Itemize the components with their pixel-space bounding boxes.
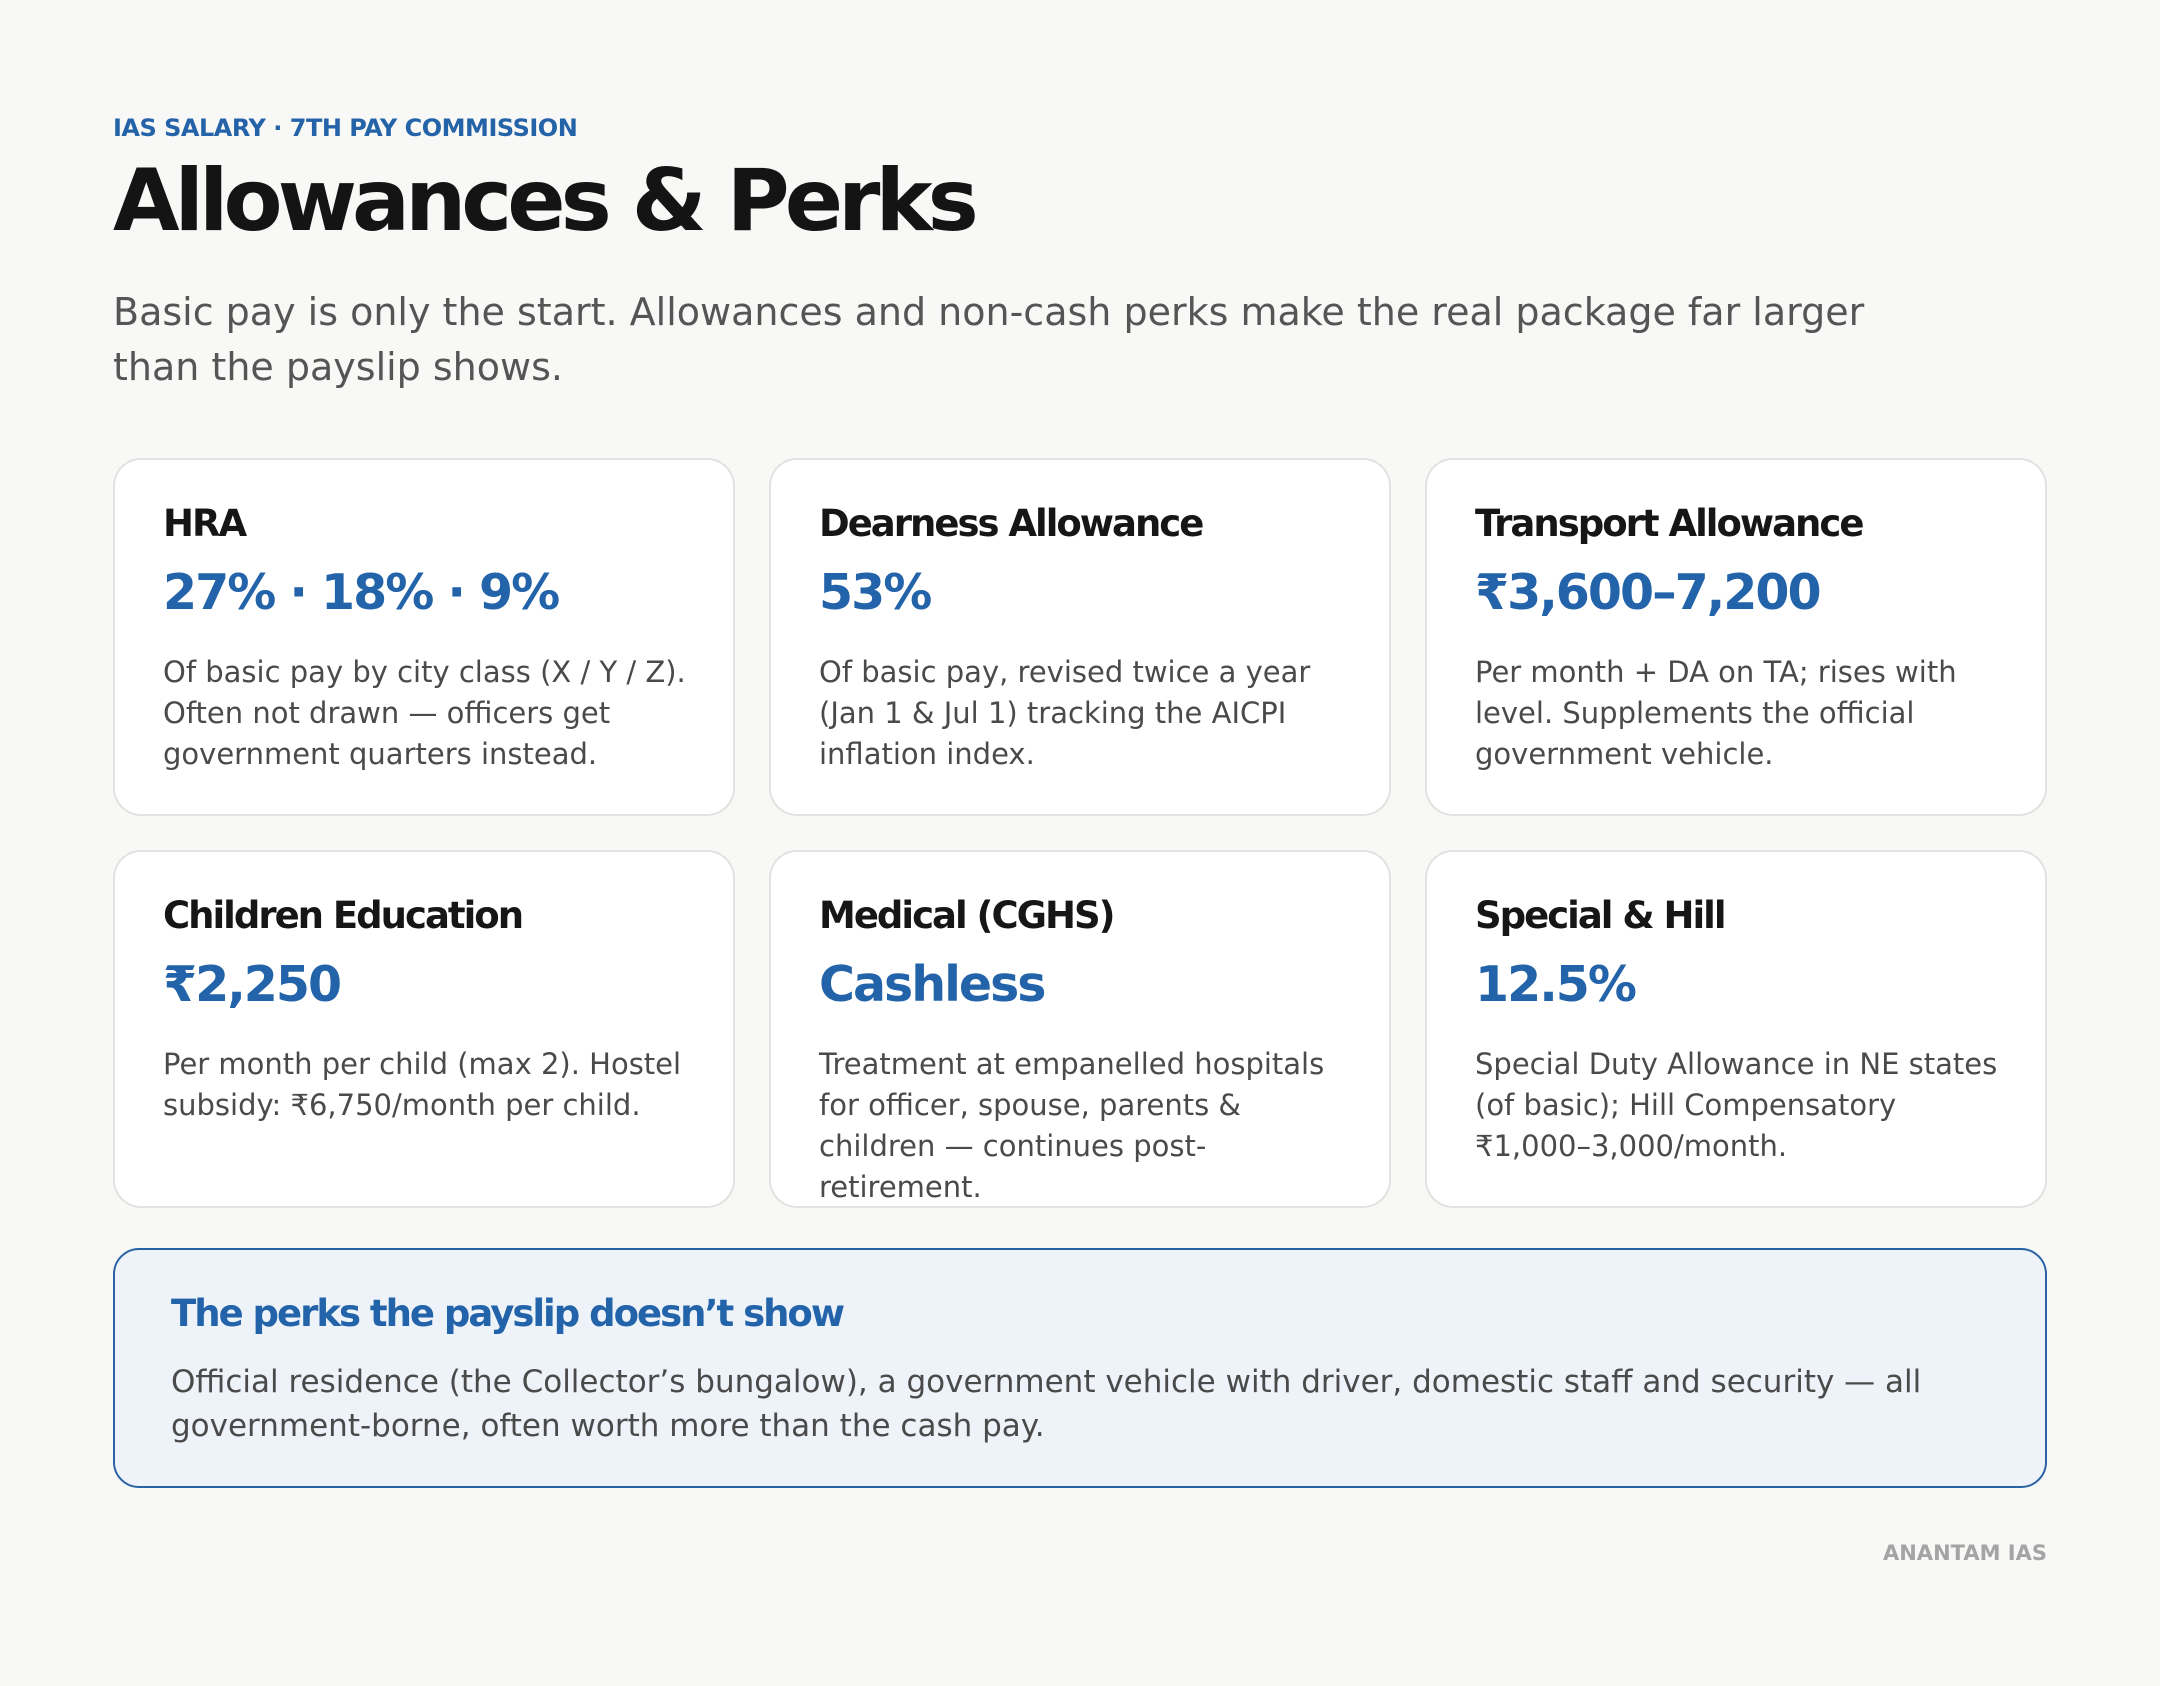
card-description: Per month per child (max 2). Hostel subsidy: ₹6,750/month per child. — [163, 1047, 682, 1122]
card-title: HRA — [163, 502, 246, 545]
allowance-card-medical — [769, 850, 1391, 1208]
card-value: 12.5% — [1475, 956, 1635, 1013]
card-title: Children Education — [163, 894, 523, 937]
page-title: Allowances & Perks — [113, 151, 974, 251]
card-value: 27% · 18% · 9% — [163, 564, 559, 621]
card-value: ₹3,600–7,200 — [1475, 564, 1820, 621]
hidden-perks-callout — [113, 1248, 2047, 1488]
allowances-grid — [113, 458, 2047, 1208]
allowance-card-dearness — [769, 458, 1391, 816]
card-value: Cashless — [819, 956, 1045, 1013]
card-description: Treatment at empanelled hospitals for officer, spouse, parents & children — continues post-retirement. — [819, 1047, 1325, 1204]
card-description: Of basic pay, revised twice a year (Jan 1 & Jul 1) tracking the AICPI inflation index. — [819, 655, 1311, 771]
card-title: Transport Allowance — [1475, 502, 1863, 545]
callout-title: The perks the payslip doesn’t show — [171, 1292, 844, 1335]
card-description: Special Duty Allowance in NE states (of basic); Hill Compensatory ₹1,000–3,000/month. — [1475, 1047, 1998, 1163]
card-title: Dearness Allowance — [819, 502, 1203, 545]
card-title: Medical (CGHS) — [819, 894, 1114, 937]
card-description: Of basic pay by city class (X / Y / Z). Often not drawn — officers get government quarters instead. — [163, 655, 686, 771]
card-title: Special & Hill — [1475, 894, 1725, 937]
allowance-card-children-education — [113, 850, 735, 1208]
card-value: 53% — [819, 564, 931, 621]
card-description: Per month + DA on TA; rises with level. Supplements the official government vehicle. — [1475, 655, 1957, 771]
allowance-card-special-hill — [1425, 850, 2047, 1208]
card-value: ₹2,250 — [163, 956, 341, 1013]
allowance-card-transport — [1425, 458, 2047, 816]
eyebrow-label: IAS SALARY · 7TH PAY COMMISSION — [113, 114, 578, 142]
callout-body: Official residence (the Collector’s bungalow), a government vehicle with driver, domestic staff and security — all government-borne, often worth more than the cash pay. — [171, 1364, 1922, 1444]
allowance-card-hra — [113, 458, 735, 816]
footer-brand: ANANTAM IAS — [1882, 1541, 2047, 1565]
intro-text: Basic pay is only the start. Allowances and non-cash perks make the real package far larger than the payslip shows. — [113, 290, 1865, 389]
